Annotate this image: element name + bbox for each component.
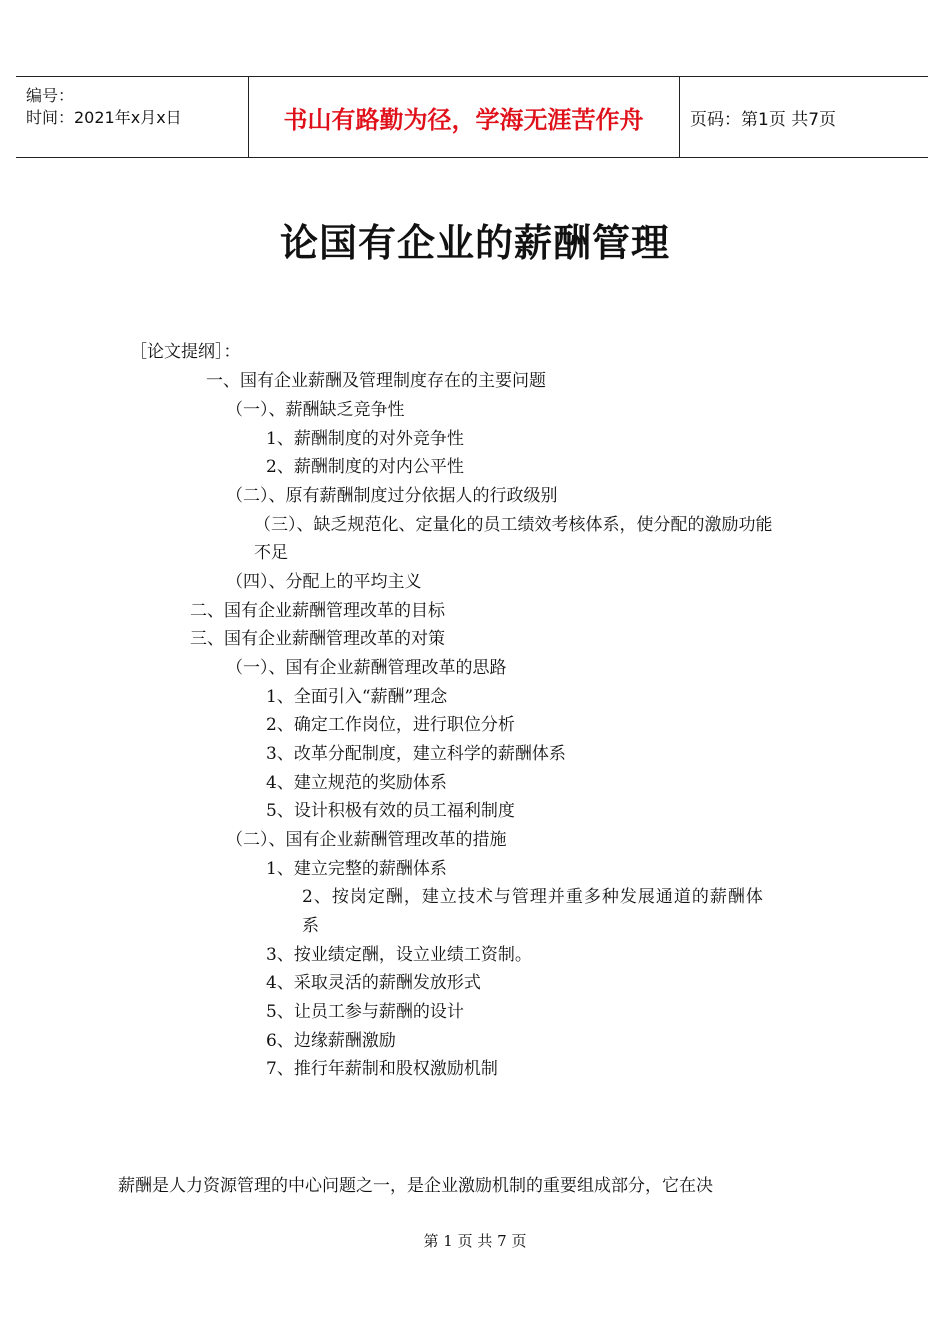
document-title: 论国有企业的薪酬管理: [279, 221, 670, 265]
outline-item: （二）、国有企业薪酬管理改革的措施: [226, 830, 507, 850]
outline-item: 2、薪酬制度的对内公平性: [266, 457, 464, 477]
outline-item: 不足: [254, 543, 288, 563]
body-paragraph: 薪酬是人力资源管理的中心问题之一，是企业激励机制的重要组成部分，它在决: [118, 1176, 713, 1196]
outline-item: 4、采取灵活的薪酬发放形式: [266, 973, 481, 993]
outline-item: 5、让员工参与薪酬的设计: [266, 1002, 464, 1022]
header-page-label: 页码：第1页 共7页: [690, 109, 837, 130]
outline-item: 2、确定工作岗位，进行职位分析: [266, 715, 515, 735]
header-meta-cell: [16, 77, 249, 157]
outline-item: （三）、缺乏规范化、定量化的员工绩效考核体系，使分配的激励功能: [254, 515, 773, 535]
number-label: 编号：: [26, 86, 75, 105]
outline-item: 3、改革分配制度，建立科学的薪酬体系: [266, 744, 566, 764]
outline-item: 6、边缘薪酬激励: [266, 1031, 396, 1051]
outline-item: （四）、分配上的平均主义: [226, 572, 422, 592]
outline-item: （二）、原有薪酬制度过分依据人的行政级别: [226, 486, 558, 506]
outline-item: 三、国有企业薪酬管理改革的对策: [190, 629, 445, 649]
document-header: [16, 76, 928, 158]
outline-item: （一）、国有企业薪酬管理改革的思路: [226, 658, 507, 678]
time-label: 时间：2021年x月x日: [26, 108, 182, 127]
outline-item: 1、薪酬制度的对外竞争性: [266, 429, 464, 449]
outline-item: 2、按岗定酬，建立技术与管理并重多种发展通道的薪酬体: [302, 887, 764, 907]
outline-item: 7、推行年薪制和股权激励机制: [266, 1059, 498, 1079]
outline-item: 1、全面引入“薪酬”理念: [266, 687, 448, 707]
outline-item: 二、国有企业薪酬管理改革的目标: [190, 601, 445, 621]
outline-item: 4、建立规范的奖励体系: [266, 773, 447, 793]
outline-item: 3、按业绩定酬，设立业绩工资制。: [266, 945, 532, 965]
page-footer: 第 1 页 共 7 页: [423, 1232, 527, 1250]
header-motto: 书山有路勤为径，学海无涯苦作舟: [248, 77, 680, 157]
outline-item: 一、国有企业薪酬及管理制度存在的主要问题: [206, 371, 546, 391]
outline-item: 5、设计积极有效的员工福利制度: [266, 801, 515, 821]
outline-item: 系: [302, 916, 319, 936]
outline-item: 1、建立完整的薪酬体系: [266, 859, 447, 879]
outline-item: （一）、薪酬缺乏竞争性: [226, 400, 405, 420]
outline-heading: ［论文提纲］：: [130, 342, 241, 362]
